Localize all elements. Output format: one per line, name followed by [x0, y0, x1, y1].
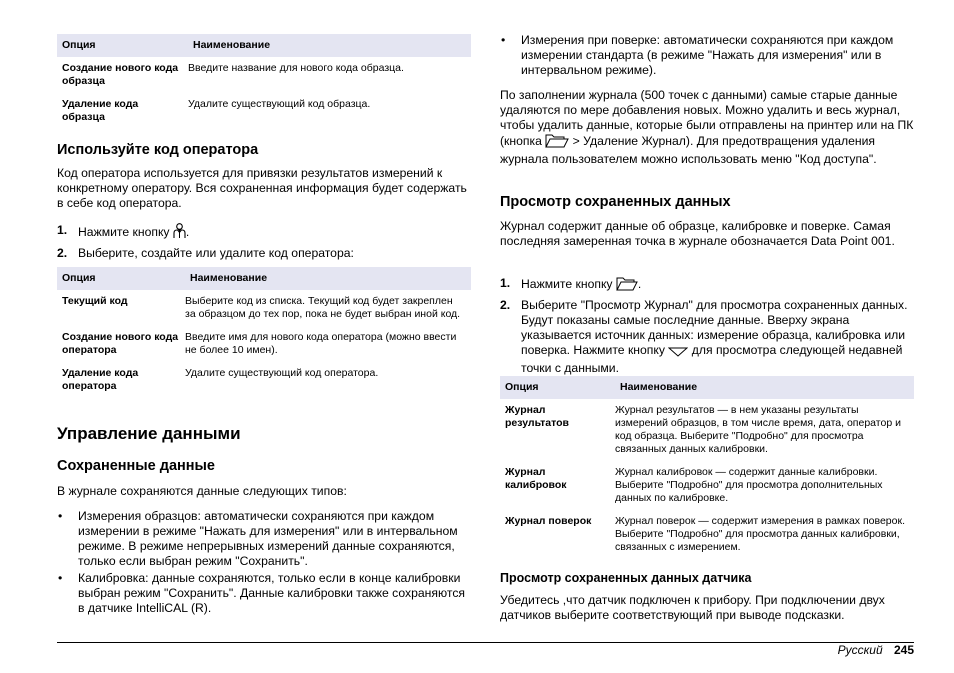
verification-bullet-list [500, 33, 914, 78]
table-cell-description: Удалите существующий код оператора. [185, 367, 379, 379]
table-header-row [57, 267, 471, 290]
log-overflow-paragraph: По заполнении журнала (500 точек с данными) самые старые данные удаляются по мере добавления новых. Можно удалить и весь журнал, чтобы удалить данные, которые были отправлены на принтер или на ПК (кнопка > Удаление Журнал). Для предотвращения удаления журнала пользователем можно использовать меню "Код доступа". [500, 88, 914, 166]
list-item: 2. Выберите "Просмотр Журнал" для просмотра сохраненных данных. Будут показаны самые последние данные. Вверху экрана указывается источник данных: измерение образца, калибровка или поверка. Нажмите кнопку для просмотра следующей недавней точки с данными. [500, 298, 908, 375]
table-cell-option: Журнал поверок [505, 515, 592, 527]
operator-code-table-block [57, 267, 471, 398]
bullet-text: Калибровка: данные сохраняются, только если в конце калибровки выбран режим "Сохранить". Данные калибровки также сохраняются в датчике IntelliCAL (R). [78, 571, 466, 615]
table-cell-description: Журнал калибровок — содержит данные калибровки. Выберите "Подробно" для просмотра дополнительных данных по калибровке. [615, 466, 883, 504]
view-stored-data-intro: Журнал содержит данные об образце, калибровке и поверке. Самая последняя замеренная точка в журнале обозначается Data Point 001. [500, 219, 895, 248]
table-cell-option: Удаление кода оператора [62, 367, 139, 392]
table-header-option: Опция [57, 34, 188, 57]
down-arrow-icon [668, 346, 688, 361]
bullet-text: Измерения образцов: автоматически сохраняются при каждом измерении в режиме "Нажать для измерения" или в интервальном режиме. В режиме непрерывных измерений данные сохраняются, только если выбран режим "Сохранить". [78, 509, 458, 568]
table-header-option: Опция [500, 376, 615, 399]
table-cell-description: Выберите код из списка. Текущий код будет закреплен за образцом до тех пор, пока не будет выбран иной код. [185, 295, 461, 320]
operator-code-options-table [57, 267, 471, 398]
stored-data-heading: Сохраненные данные [57, 458, 215, 474]
log-types-options-table [500, 376, 914, 559]
step-number: 2. [500, 298, 511, 312]
page-number: 245 [893, 643, 914, 657]
sensor-data-heading: Просмотр сохраненных данных датчика [500, 571, 752, 585]
table-row [500, 510, 914, 559]
table-row [57, 362, 471, 398]
table-header-description: Наименование [615, 376, 914, 399]
table-cell-option: Удаление кода образца [62, 98, 139, 123]
table-cell-description: Введите название для нового кода образца. [188, 62, 404, 74]
step-number: 1. [57, 223, 68, 237]
table-row [57, 326, 471, 362]
step-text: Выберите, создайте или удалите код оператора: [78, 246, 354, 260]
sensor-data-text: Убедитесь ,что датчик подключен к прибору. При подключении двух датчиков выберите соответствующий при выводе подсказки. [500, 593, 885, 622]
table-header-description: Наименование [185, 267, 471, 290]
list-item [57, 246, 471, 261]
view-steps-list [500, 276, 914, 376]
operator-steps-list [57, 223, 471, 261]
view-stored-data-heading: Просмотр сохраненных данных [500, 194, 731, 210]
folder-icon [616, 276, 638, 295]
log-types-table-block [500, 376, 914, 559]
sample-code-table-block [57, 34, 471, 129]
table-row [500, 461, 914, 510]
bullet-icon: • [58, 571, 63, 585]
table-cell-option: Журнал калибровок [505, 466, 567, 491]
page-footer [838, 643, 914, 658]
table-cell-option: Создание нового кода оператора [62, 331, 179, 356]
step-text: Нажмите кнопку [521, 277, 613, 291]
table-cell-description: Удалите существующий код образца. [188, 98, 371, 110]
sample-code-options-table [57, 34, 471, 129]
table-header-description: Наименование [188, 34, 471, 57]
table-cell-description: Журнал поверок — содержит измерения в рамках поверок. Выберите "Подробно" для просмотра данных калибровки, связанных с измерением. [615, 515, 905, 553]
footer-language: Русский [837, 643, 883, 657]
data-management-heading: Управление данными [57, 424, 241, 443]
step-number: 2. [57, 246, 68, 260]
footer-divider [57, 642, 914, 643]
list-item [57, 509, 471, 569]
table-header-row [500, 376, 914, 399]
table-cell-option: Журнал результатов [505, 404, 569, 429]
list-item [57, 571, 471, 616]
table-header-row [57, 34, 471, 57]
operator-code-heading: Используйте код оператора [57, 142, 259, 158]
list-item: 1. Нажмите кнопку . [500, 276, 914, 295]
operator-icon [173, 223, 186, 243]
table-cell-option: Текущий код [62, 295, 128, 307]
table-row [500, 399, 914, 461]
table-header-option: Опция [57, 267, 185, 290]
step-text: Нажмите кнопку [78, 225, 170, 239]
table-row [57, 57, 471, 93]
operator-code-intro: Код оператора используется для привязки результатов измерений к конкретному оператору. Вся сохраненная информация будет содержать в себе код оператора. [57, 166, 467, 210]
table-cell-description: Журнал результатов — в нем указаны результаты измерений образцов, в том числе время, дата, оператор и код образца. Выберите "Подробно" для просмотра связанных данных калибровки. [615, 404, 901, 455]
stored-data-types-list [57, 509, 471, 616]
list-item: 1. Нажмите кнопку . [57, 223, 471, 243]
table-row [57, 290, 471, 326]
list-item [500, 33, 914, 78]
folder-icon [545, 133, 569, 152]
step-number: 1. [500, 276, 511, 290]
table-cell-option: Создание нового кода образца [62, 62, 179, 87]
table-row [57, 93, 471, 129]
stored-data-intro: В журнале сохраняются данные следующих типов: [57, 484, 347, 498]
table-cell-description: Введите имя для нового кода оператора (можно ввести не более 10 имен). [185, 331, 457, 356]
bullet-text: Измерения при поверке: автоматически сохраняются при каждом измерении стандарта (в режиме "Нажать для измерения" или в интервальном режиме). [521, 33, 894, 77]
bullet-icon: • [58, 509, 63, 523]
bullet-icon: • [501, 33, 506, 47]
